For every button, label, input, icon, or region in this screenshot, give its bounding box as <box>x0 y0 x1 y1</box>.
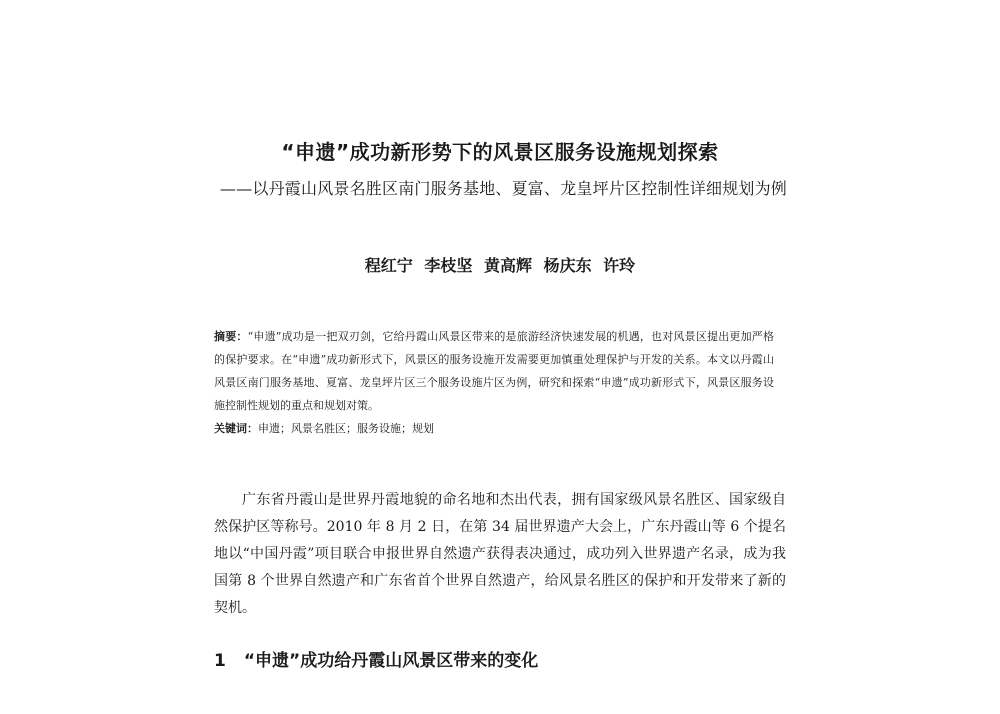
abstract <box>214 325 774 417</box>
intro-paragraph: 广东省丹霞山是世界丹霞地貌的命名地和杰出代表，拥有国家级风景名胜区、国家级自然保护区等称号。2010 年 8 月 2 日，在第 34 届世界遗产大会上，广东丹霞山等 6 个提名地以“中国丹霞”项目联合申报世界自然遗产获得表决通过，成功列入世界遗产名录，成为我国第 8 个世界自然遗产和广东省首个世界自然遗产，给风景名胜区的保护和开发带来了新的契机。 <box>214 492 786 616</box>
section-number: 1 <box>214 651 226 671</box>
abstract-label: 摘要： <box>214 330 248 343</box>
author-name: 程红宁 <box>364 256 413 275</box>
abstract-text: “申遗”成功是一把双刃剑，它给丹霞山风景区带来的是旅游经济快速发展的机遇，也对风景区提出更加严格的保护要求。在“申遗”成功新形式下，风景区的服务设施开发需要更加慎重处理保护与开发的关系。本文以丹霞山风景区南门服务基地、夏富、龙皇坪片区三个服务设施片区为例，研究和探索“申遗”成功新形式下，风景区服务设施控制性规划的重点和规划对策。 <box>214 330 775 412</box>
section-title: “申遗”成功给丹霞山风景区带来的变化 <box>243 651 539 671</box>
keywords-label: 关键词： <box>214 422 258 435</box>
keywords-text: 申遗；风景名胜区；服务设施；规划 <box>258 422 434 435</box>
keywords <box>214 417 774 440</box>
author-name: 许玲 <box>603 256 636 275</box>
author-name: 黄高辉 <box>483 256 532 275</box>
section-heading <box>214 646 538 671</box>
author-name: 李枝坚 <box>424 256 473 275</box>
author-list <box>0 253 1000 276</box>
paper-title: “申遗”成功新形势下的风景区服务设施规划探索 <box>281 140 719 164</box>
paper-subtitle: ——以丹霞山风景名胜区南门服务基地、夏富、龙皇坪片区控制性详细规划为例 <box>220 179 788 198</box>
author-name: 杨庆东 <box>543 256 592 275</box>
